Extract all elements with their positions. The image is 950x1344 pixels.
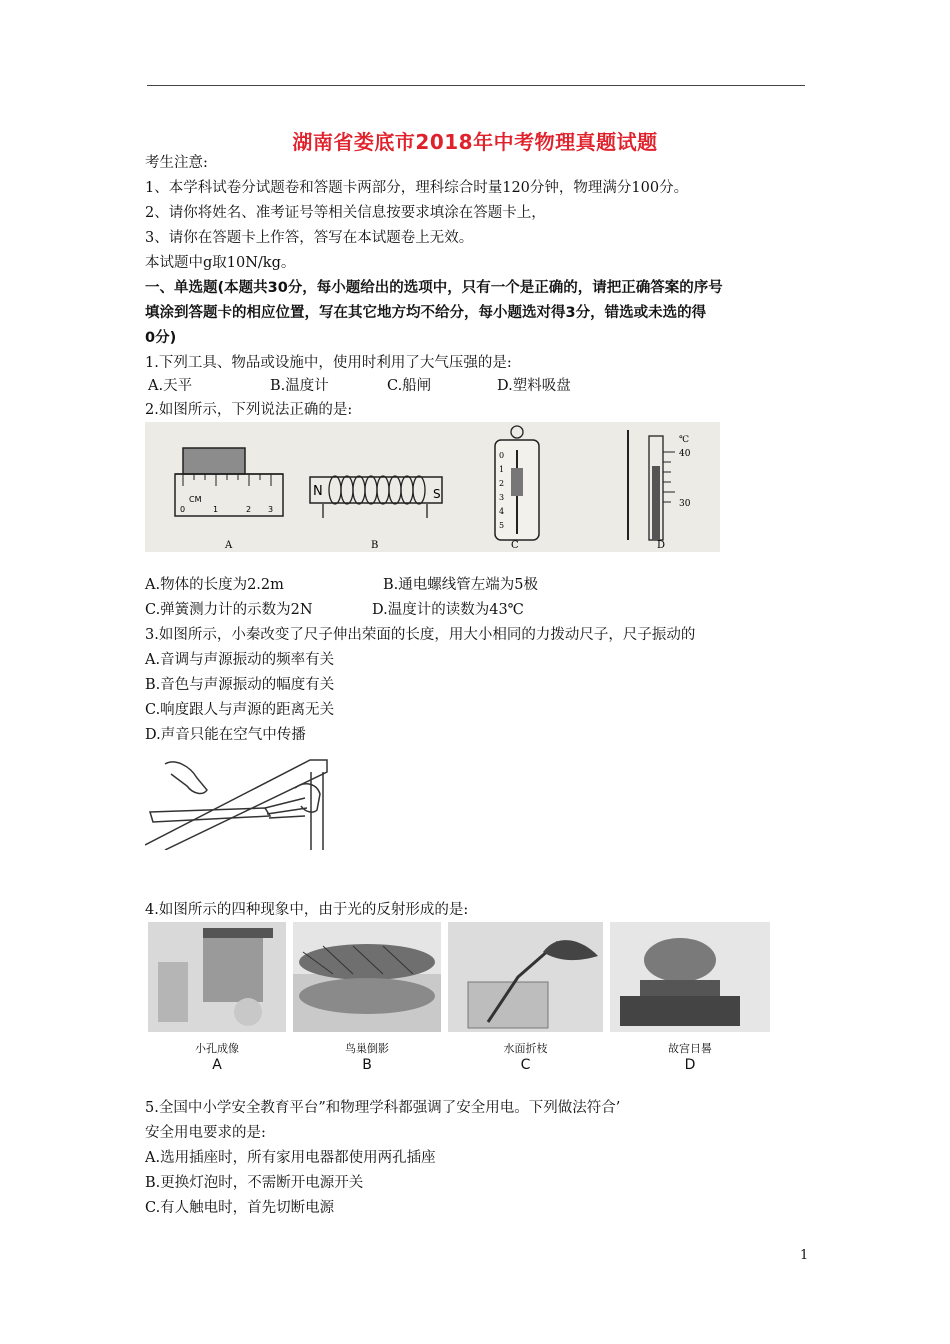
section-heading-line-2: 填涂到答题卡的相应位置，写在其它地方均不给分，每小题选对得3分，错选或未选的得 [145,305,707,321]
thermo-unit: ℃ [679,435,690,445]
q1-option-c: C.船闸 [387,378,432,394]
ruler-tick-1: 1 [213,505,219,514]
thermo-bottom-label: 30 [679,499,691,509]
q1-option-d: D.塑料吸盘 [497,378,571,394]
q2-fig-label-a: A [225,540,233,551]
q3-figure-svg [145,750,330,850]
ruler-tick-3: 3 [268,505,274,514]
spring-tick-1: 1 [499,465,505,474]
bent-twig-photo [448,922,603,1032]
q4-photo-a [148,922,286,1032]
q2-fig-label-b: B [371,540,379,551]
q1-stem: 1.下列工具、物品或设施中，使用时利用了大气压强的是: [145,355,512,371]
q3-option-c: C.响度跟人与声源的距离无关 [145,702,335,718]
q4-photo-b [293,922,441,1032]
q1-option-a: A.天平 [148,378,193,394]
notice-item-3: 3、请你在答题卡上作答，答写在本试题卷上无效。 [145,230,474,246]
spring-tick-0: 0 [499,451,505,460]
q2-figure [145,422,720,552]
q4-letter-a: A [212,1057,222,1073]
notice-item-1: 1、本学科试卷分试题卷和答题卡两部分，理科综合时量120分钟，物理满分100分。 [145,180,689,196]
q4-photo-c [448,922,603,1032]
q2-option-c: C.弹簧测力计的示数为2N [145,602,313,618]
q4-letter-d: D [684,1057,696,1073]
q2-option-a: A.物体的长度为2.2m [145,577,284,593]
ruler-unit: CM [189,495,202,504]
spring-tick-2: 2 [499,479,505,488]
q4-photo-d [610,922,770,1032]
page-title: 湖南省娄底市2018年中考物理真题试题 [292,130,658,154]
q4-caption-a: 小孔成像 [195,1042,239,1055]
q2-fig-label-c: C [511,540,519,551]
ruler-diagram [175,448,283,516]
notice-heading: 考生注意: [145,155,208,171]
q4-caption-c: 水面折枝 [503,1042,548,1055]
section-heading-line-3: 0分) [145,330,177,346]
q4-letter-c: C [520,1057,531,1073]
page-number: 1 [800,1248,809,1263]
header-rule [147,85,805,86]
sundial-photo [610,922,770,1032]
q5-stem-line-1: 5.全国中小学安全教育平台”和物理学科都强调了安全用电。下列做法符合’ [145,1100,621,1116]
q2-figure-svg [145,422,720,552]
spring-tick-5: 5 [499,521,505,530]
q5-option-b: B.更换灯泡时，不需断开电源开关 [145,1175,364,1191]
q3-option-a: A.音调与声源振动的频率有关 [145,652,335,668]
q4-caption-d: 故宫日晷 [668,1042,712,1055]
q3-option-b: B.音色与声源振动的幅度有关 [145,677,335,693]
q2-option-b: B.通电螺线管左端为5极 [383,577,538,593]
q4-caption-b: 鸟巢倒影 [345,1042,389,1055]
section-heading-line-1: 一、单选题(本题共30分，每小题给出的选项中，只有一个是正确的，请把正确答案的序号 [145,280,723,296]
q2-fig-label-d: D [657,540,666,551]
q5-stem-line-2: 安全用电要求的是: [145,1125,266,1141]
thermo-top-label: 40 [679,449,691,459]
spring-tick-3: 3 [499,493,505,502]
coil-n-label: N [313,484,323,499]
q4-stem: 4.如图所示的四种现象中，由于光的反射形成的是: [145,902,469,918]
notice-item-2: 2、请你将姓名、准考证号等相关信息按要求填涂在答题卡上， [145,205,546,221]
q2-stem: 2.如图所示，下列说法正确的是: [145,402,353,418]
q3-option-d: D.声音只能在空气中传播 [145,727,306,743]
coil-s-label: S [433,487,441,501]
q4-letter-b: B [362,1057,372,1073]
spring-tick-4: 4 [499,507,505,516]
ruler-tick-0: 0 [180,505,186,514]
g-note: 本试题中g取10N/kg。 [145,255,296,271]
q5-option-c: C.有人触电时，首先切断电源 [145,1200,335,1216]
ruler-tick-2: 2 [246,505,252,514]
q2-option-d: D.温度计的读数为43℃ [372,602,524,618]
q5-option-a: A.选用插座时，所有家用电器都使用两孔插座 [145,1150,436,1166]
pinhole-photo [148,922,286,1032]
solenoid-diagram [310,476,442,518]
birds-nest-photo [293,922,441,1032]
q3-figure [145,750,330,850]
thermometer-diagram [628,430,691,540]
q3-stem: 3.如图所示，小秦改变了尺子伸出荣面的长度，用大小相同的力拨动尺子，尺子振动的 [145,627,696,643]
spring-scale-diagram [495,426,539,540]
q1-option-b: B.温度计 [270,378,329,394]
